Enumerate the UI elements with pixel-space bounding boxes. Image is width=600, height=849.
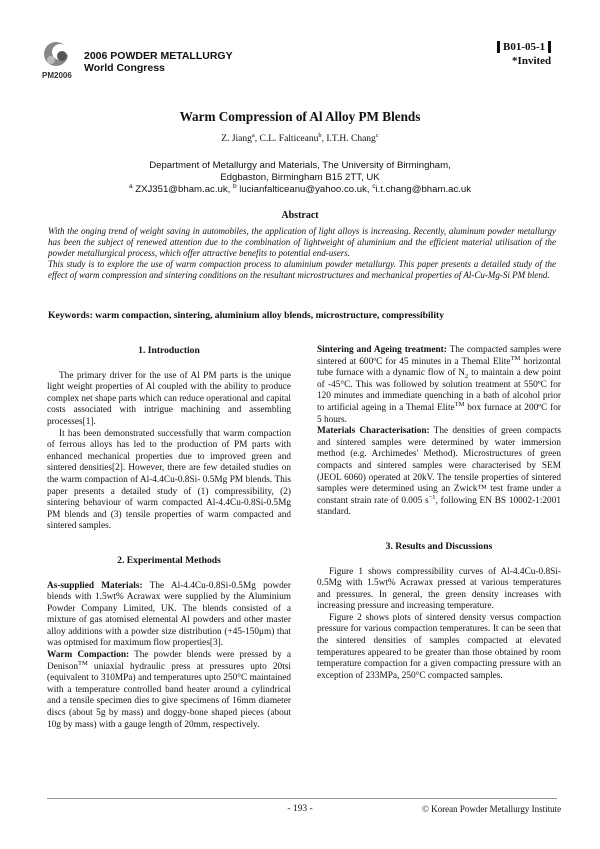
email-c: i.t.chang@bham.ac.uk — [375, 184, 472, 195]
warm-compaction-label: Warm Compaction: — [47, 650, 130, 661]
characterisation-text-1: The densities of green compacts and sintered samples were determined by water immersion method (e.g. Archimedes' Method). Microstructures of green compacts and sintered samples were characterised by SEM (JEOL 6060) operated at 20kV. The tensile properties of sintered samples were determined using an Zwick™ test frame under a constant strain rate of 0.005 s — [317, 426, 561, 506]
abstract-paragraph-1: With the onging trend of weight saving in automobiles, the application of light alloys is increasing. Recently, aluminum powder metallurgy has been the subject of renewed attention due to the combination of lightweight of aluminium and the efficient material utilisation of the powder metallurgical process, which offer attractive benefits to potential end-users. — [48, 226, 556, 258]
tm-superscript: TM — [78, 659, 88, 667]
abstract-paragraph-2: This study is to explore the use of warm compaction process to aluminium powder metallurgy. This paper presents a detailed study of the effect of warm compression and sintering conditions on the resultant microstructures and mechanical properties of Al-Cu-Mg-Si PM blend. — [48, 259, 556, 280]
conference-line-1: 2006 POWDER METALLURGY — [84, 50, 233, 62]
affiliation-line-2: Edgbaston, Birmingham B15 2TT, UK — [220, 172, 380, 183]
introduction-heading: 1. Introduction — [138, 345, 200, 356]
conference-name — [84, 50, 233, 74]
sintering-text-4: box furnace at 200ºC for 5 hours. — [317, 402, 561, 425]
abstract-heading: Abstract — [281, 210, 319, 221]
paper-code: B01-05-1 — [497, 41, 551, 53]
paper-code-box — [497, 40, 551, 68]
affiliation-line-1: Department of Metallurgy and Materials, The University of Birmingham, — [149, 160, 451, 171]
author-3: , I.T.H. Chang — [321, 134, 376, 144]
results-paragraph-1: Figure 1 shows compressibility curves of Al-4.4Cu-0.8Si-0.5Mg with 1.5wt% Acrawax pressed at various temperatures and pressures. In general, the green density increases with increasing pressure and increasing temperature. — [317, 566, 561, 612]
tm-superscript: TM — [510, 354, 521, 362]
author-2: , C.L. Falticeanu — [254, 134, 319, 144]
logo-text: PM2006 — [42, 71, 72, 80]
warm-compaction-text-1: The powder blends were pressed by a Denison — [47, 650, 291, 672]
characterisation-label: Materials Characterisation: — [317, 426, 430, 437]
sintering-paragraph — [317, 345, 561, 426]
sintering-text-2: horizontal tube furnace with a dynamic flow of N — [317, 356, 561, 379]
sintering-text-1: The compacted samples were sintered at 600ºC for 45 minutes in a Themal Elite — [317, 345, 561, 367]
sintering-label: Sintering and Ageing treatment: — [317, 345, 447, 355]
invited-label: *Invited — [512, 55, 552, 67]
left-column — [47, 345, 291, 731]
email-c-sup: c — [372, 182, 376, 190]
keywords: Keywords: warm compaction, sintering, aluminium alloy blends, microstructure, compressibility — [48, 310, 444, 321]
affiliation — [0, 160, 600, 196]
paper-title: Warm Compression of Al Alloy PM Blends — [179, 109, 421, 124]
characterisation-paragraph — [317, 426, 561, 519]
intro-paragraph-1: The primary driver for the use of Al PM parts is the unique light weight properties of Al coupled with the ability to produce complex net shape parts which can reduce operational and capital costs associated with intrigue machining and assembling processes[1]. — [47, 370, 291, 427]
abstract — [48, 226, 556, 281]
conference-line-2: World Congress — [84, 62, 165, 74]
right-column — [317, 345, 561, 682]
author-3-sup: c — [375, 131, 379, 139]
as-supplied-paragraph — [47, 581, 291, 651]
results-paragraph-2: Figure 2 shows plots of sintered density versus compaction pressure for various compaction temperatures. It can be seen that the sintered densities of samples compacted at elevated temperatures appeared to be greater than those obtained by room temperature compaction for a given compacting pressure with an exception of 233MPa, 250°C compacted samples. — [317, 612, 561, 681]
warm-compaction-paragraph — [47, 650, 291, 731]
authors — [0, 131, 600, 144]
tm-superscript: TM — [454, 400, 465, 408]
email-a: ZXJ351@bham.ac.uk, — [132, 184, 233, 195]
author-1-sup: a — [251, 131, 255, 139]
page-number: - 193 - — [287, 804, 313, 814]
as-supplied-text: The Al-4.4Cu-0.8Si-0.5Mg powder blends with 1.5wt% Acrawax were supplied by the Aluminium Powder Company Limited, UK. The blends consisted of a mixture of gas atomised elemental Al powders and other master alloy additions with a powder size distribution (+45-150μm) that was optmised for maximum flow properties[3]. — [47, 580, 291, 649]
email-b-sup: b — [232, 182, 237, 190]
author-1: Z. Jiang — [221, 134, 252, 144]
copyright: © Korean Powder Metallurgy Institute — [422, 804, 562, 814]
email-b: lucianfalticeanu@yahoo.co.uk, — [236, 184, 373, 195]
emails — [0, 184, 600, 196]
intro-paragraph-2: It has been demonstrated successfully that warm compaction of ferrous alloys has led to the production of PM parts with enhanced mechanical properties due to improved green and sintered densities[2]. However, there are few detailed studies on the warm compaction of Al-4.4Cu-0.8Si- 0.5Mg PM blends. This paper presents a detailed study of (1) compressibility, (2) sintering behaviour of warm compacted Al-4.4Cu-0.8Si-0.5Mg PM blends and (3) tensile properties of warm compacted and sintered samples. — [47, 428, 291, 532]
n2-subscript: 2 — [465, 373, 469, 381]
strain-rate-superscript: −1 — [428, 493, 436, 501]
sintering-text-3: to maintain a dew point of -45°C. This was followed by solution treatment at 550ºC for 120 minutes and immediate quenching in a bath of alcohol prior to artificial ageing in a Themal Elite — [317, 368, 562, 413]
as-supplied-label: As-supplied Materials: — [47, 580, 143, 591]
characterisation-text-2: , following EN BS 10002-1:2001 standard. — [317, 495, 561, 518]
methods-heading: 2. Experimental Methods — [117, 554, 221, 566]
results-heading: 3. Results and Discussions — [385, 540, 493, 552]
email-a-sup: a — [128, 182, 133, 190]
warm-compaction-text-2: uniaxial hydraulic press at pressures upto 20tsi (equivalent to 310MPa) and temperatures upto 250°C maintained with a temperature controlled band heater around a cylindrical and a tensile specimen dies to give specimens of 16mm diameter discs (about 5g by mass) and doggy-bone shaped pieces (about 10g by mass) with a gauge length of 20mm, respectively. — [47, 661, 291, 730]
pm2006-logo — [42, 40, 76, 82]
footer-divider — [47, 798, 557, 799]
spacer — [47, 533, 291, 555]
spacer — [317, 519, 561, 541]
author-2-sup: b — [318, 131, 322, 139]
